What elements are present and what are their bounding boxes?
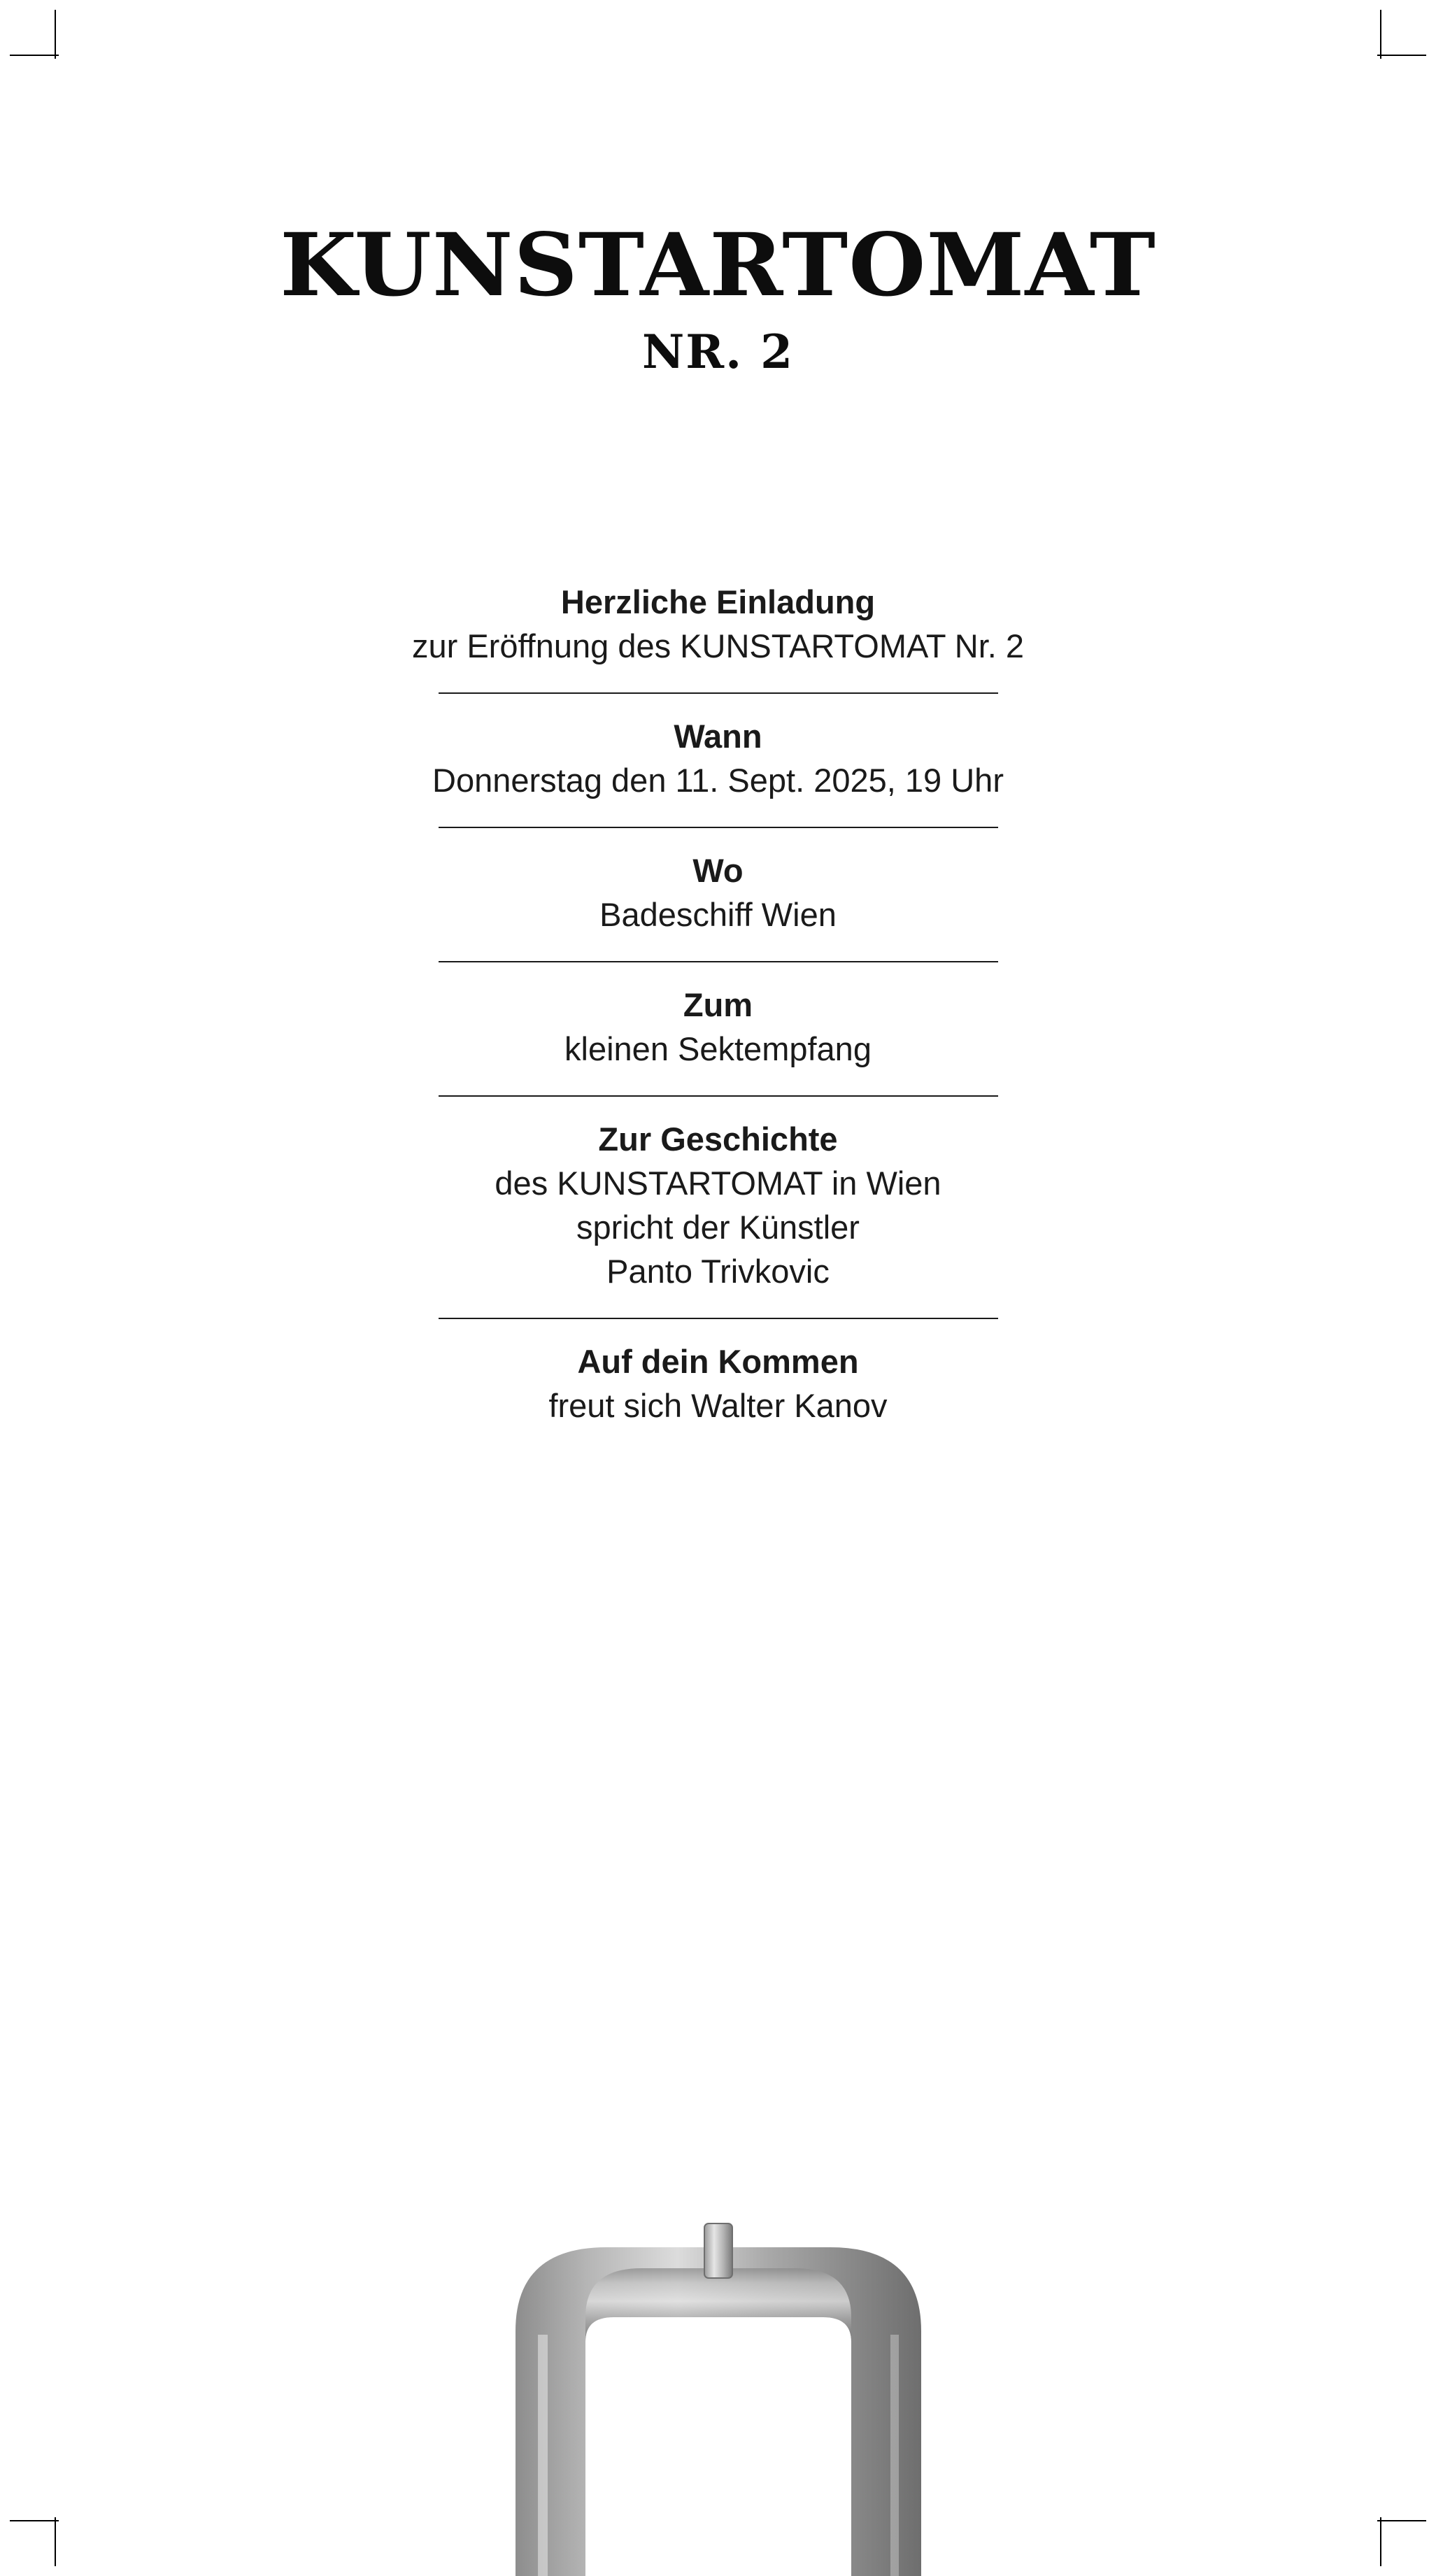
section-when [0, 715, 1436, 803]
handle-left-specular [538, 2335, 548, 2576]
crop-mark-top-right-vertical [1380, 10, 1381, 59]
section-host-heading: Auf dein Kommen [577, 1342, 859, 1380]
section-divider [439, 692, 998, 694]
section-invitation-heading: Herzliche Einladung [560, 583, 876, 620]
section-history-line-3: Panto Trivkovic [606, 1252, 830, 1290]
section-history-heading: Zur Geschichte [598, 1120, 838, 1158]
title-main: KUNSTARTOMAT [280, 215, 1156, 316]
section-invitation [0, 581, 1436, 669]
handle-right-specular [890, 2335, 899, 2576]
section-divider [439, 827, 998, 828]
section-divider [439, 1095, 998, 1097]
crop-mark-top-left-vertical [55, 10, 56, 59]
crop-mark-top-right-horizontal [1377, 55, 1426, 56]
invitation-body [0, 581, 1436, 1428]
section-for [0, 983, 1436, 1072]
handle-top-highlight [585, 2268, 851, 2342]
metal-handle-illustration [474, 2184, 963, 2576]
section-invitation-line-1: zur Eröffnung des KUNSTARTOMAT Nr. 2 [411, 627, 1025, 664]
illustration-area [0, 2184, 1436, 2576]
section-for-line-1: kleinen Sektempfang [564, 1030, 872, 1067]
section-history-line-2: spricht der Künstler [576, 1208, 860, 1246]
handle-center-cap [704, 2223, 732, 2278]
section-when-heading: Wann [674, 717, 762, 755]
section-history [0, 1118, 1436, 1294]
title-subtitle: NR. 2 [641, 325, 795, 379]
section-history-line-1: des KUNSTARTOMAT in Wien [495, 1164, 941, 1202]
section-when-line-1: Donnerstag den 11. Sept. 2025, 19 Uhr [432, 761, 1004, 799]
section-for-heading: Zum [683, 985, 753, 1023]
section-divider [439, 961, 998, 962]
section-where [0, 849, 1436, 937]
section-host [0, 1340, 1436, 1428]
section-divider [439, 1318, 998, 1319]
section-where-line-1: Badeschiff Wien [599, 895, 837, 933]
section-host-line-1: freut sich Walter Kanov [548, 1386, 888, 1424]
section-where-heading: Wo [692, 851, 744, 889]
page-title [0, 215, 1436, 379]
crop-mark-top-left-horizontal [10, 55, 59, 56]
